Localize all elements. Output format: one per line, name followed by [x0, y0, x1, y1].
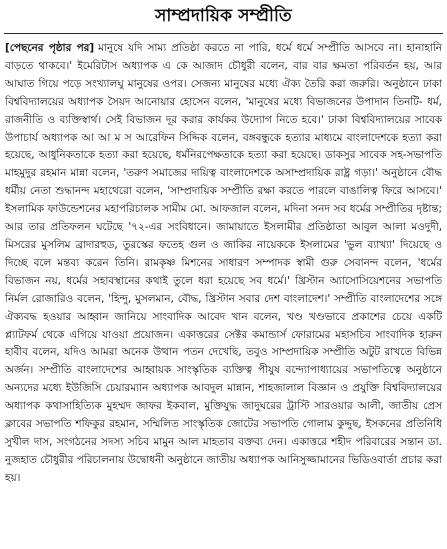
continued-label: [পেছনের পৃষ্ঠার পর]: [5, 42, 95, 54]
article-headline: সাম্প্রদায়িক সম্প্রীতি: [155, 6, 292, 26]
headline-divider: [4, 33, 443, 34]
article-body: [5, 40, 442, 545]
article-body-text: মানুষে যদি সাম্য প্রতিষ্ঠা করতে না পারি, ধর্মে ধর্মে সম্প্রীতি আসবে না। হানাহানি বাড়তে থাকবে।' ইমেরিটাস অধ্যাপক এ কে আজাদ চৌধুরী বলেন, বার বার ক্ষমতা পরিবর্তন হয়, আর আঘাত গিয়ে পড়ে সংখ্যালঘু মানুষের ওপর। সেজন্য মানুষের মধ্যে ঐক্য তৈরি করা জরুরি। অনুষ্ঠানে ঢাকা বিশ্ববিদ্যালয়ের অধ্যাপক সৈয়দ আনোয়ার হোসেন বলেন, 'মানুষের মধ্যে বিভাজনের উপাদান তিনটি- ধর্ম, রাজনীতি ও ব্যক্তিস্বার্থ। সেই বিভাজন দূর করার কার্যকর উদ্যোগ নিতে হবে।' ঢাকা বিশ্ববিদ্যালয়ের সাবেক উপাচার্য অধ্যাপক আ আ ম স আরেফিন সিদ্দিক বলেন, বঙ্গবন্ধুকে হত্যার মাধ্যমে বাংলাদেশকে হত্যা করা হয়েছে, আধুনিকতাকে হত্যা করা হয়েছে, ধর্মনিরপেক্ষতাকে হত্যা করা হয়েছে। ডাকসুর সাবেক সহ-সভাপতি মাহমুদুর রহমান মান্না বলেন, 'তরুণ সমাজের দায়িত্ব বাংলাদেশকে অসাম্প্রদায়িক রাষ্ট্র গড়া।' অনুষ্ঠানে বৌদ্ধ ধর্মীয় নেতা শুদ্ধানন্দ মহাথেরো বলেন, 'সাম্প্রদায়িক সম্প্রীতি রক্ষা করতে পারলে বাঙালিত্ব ফিরে আসবে।' ইসলামিক ফাউন্ডেশনের মহাপরিচালক সামীম মো. আফজাল বলেন, মদিনা সনদ সব ধর্মের সম্প্রীতির দৃষ্টান্ত; আর তার প্রতিফলন ঘটেছে '৭২-এর সংবিধানে। জামায়াতে ইসলামীর প্রতিষ্ঠাতা আবুল আলা মওদুদী, মিসরের মুসলিম ব্রাদারহুড, তুরস্কের ফতেহ গুল ও জাকির নায়েককে ইসলামের 'ভুল ব্যাখ্যা' দিয়েছে ও দিচ্ছে বলে মন্তব্য করেন তিনি। রামকৃষ্ণ মিশনের সাধারণ সম্পাদক স্বামী গুরু সেবানন্দ বলেন, 'ধর্মের বিভাজন নয়, ধর্মের সহাবস্থানের কথাই তুলে ধরা হয়েছে সব ধর্মে।' খ্রিস্টান অ্যাসোসিয়েশনের সভাপতি নির্মল রোজারিও বলেন, 'হিন্দু, মুসলমান, বৌদ্ধ, খ্রিস্টান সবার দেশ বাংলাদেশ।' সম্প্রীতি বাংলাদেশের সঙ্গে ঐক্যবদ্ধ হওয়ার আহ্বান জানিয়ে সাংবাদিক আবেদ খান বলেন, খণ্ড খণ্ডভাবে প্রকাশের চেয়ে একটি প্ল্যাটফর্ম থেকে এগিয়ে যাওয়া প্রয়োজন। একাত্তরের সেক্টর কমান্ডার্স ফোরামের মহাসচিব সাংবাদিক হারুন হাবীব বলেন, যদিও আমরা অনেক উত্থান পতন দেখেছি, তবুও সাম্প্রদায়িক সম্প্রীতি অটুট রাখতে বিভিন্ন অর্জন। সম্প্রীতি বাংলাদেশের আহ্বায়ক সাংস্কৃতিক ব্যক্তিত্ব পীযুষ বন্দ্যোপাধ্যায়ের সভাপতিত্বে অনুষ্ঠানে অন্যদের মধ্যে ইউজিসি চেয়ারম্যান অধ্যাপক আবদুল মান্নান, শাহজালাল বিজ্ঞান ও প্রযুক্তি বিশ্ববিদ্যালয়ের অধ্যাপক কথাসাহিত্যিক মুহম্মদ জাফর ইকবাল, মুক্তিযুদ্ধ জাদুঘরের ট্রাস্টি সারওয়ার আলী, জাতীয় প্রেস ক্লাবের সভাপতি শফিকুর রহমান, সম্মিলিত সাংস্কৃতিক জোটের সভাপতি গোলাম কুদ্দুছ, ইসকনের প্রতিনিধি সুখীল দাস, সংগঠনের সদস্য সচিব মামুন আল মাহতাব বক্তব্য দেন। একাত্তরে শহীদ পরিবারের সন্তান ডা. নুজহাত চৌধুরীর পরিচালনায় উদ্বোধনী অনুষ্ঠানে জাতীয় অধ্যাপক আনিসুজ্জামানের ভিডিওবার্তা প্রচার করা হয়।: [5, 42, 442, 484]
headline-area: [0, 2, 447, 32]
